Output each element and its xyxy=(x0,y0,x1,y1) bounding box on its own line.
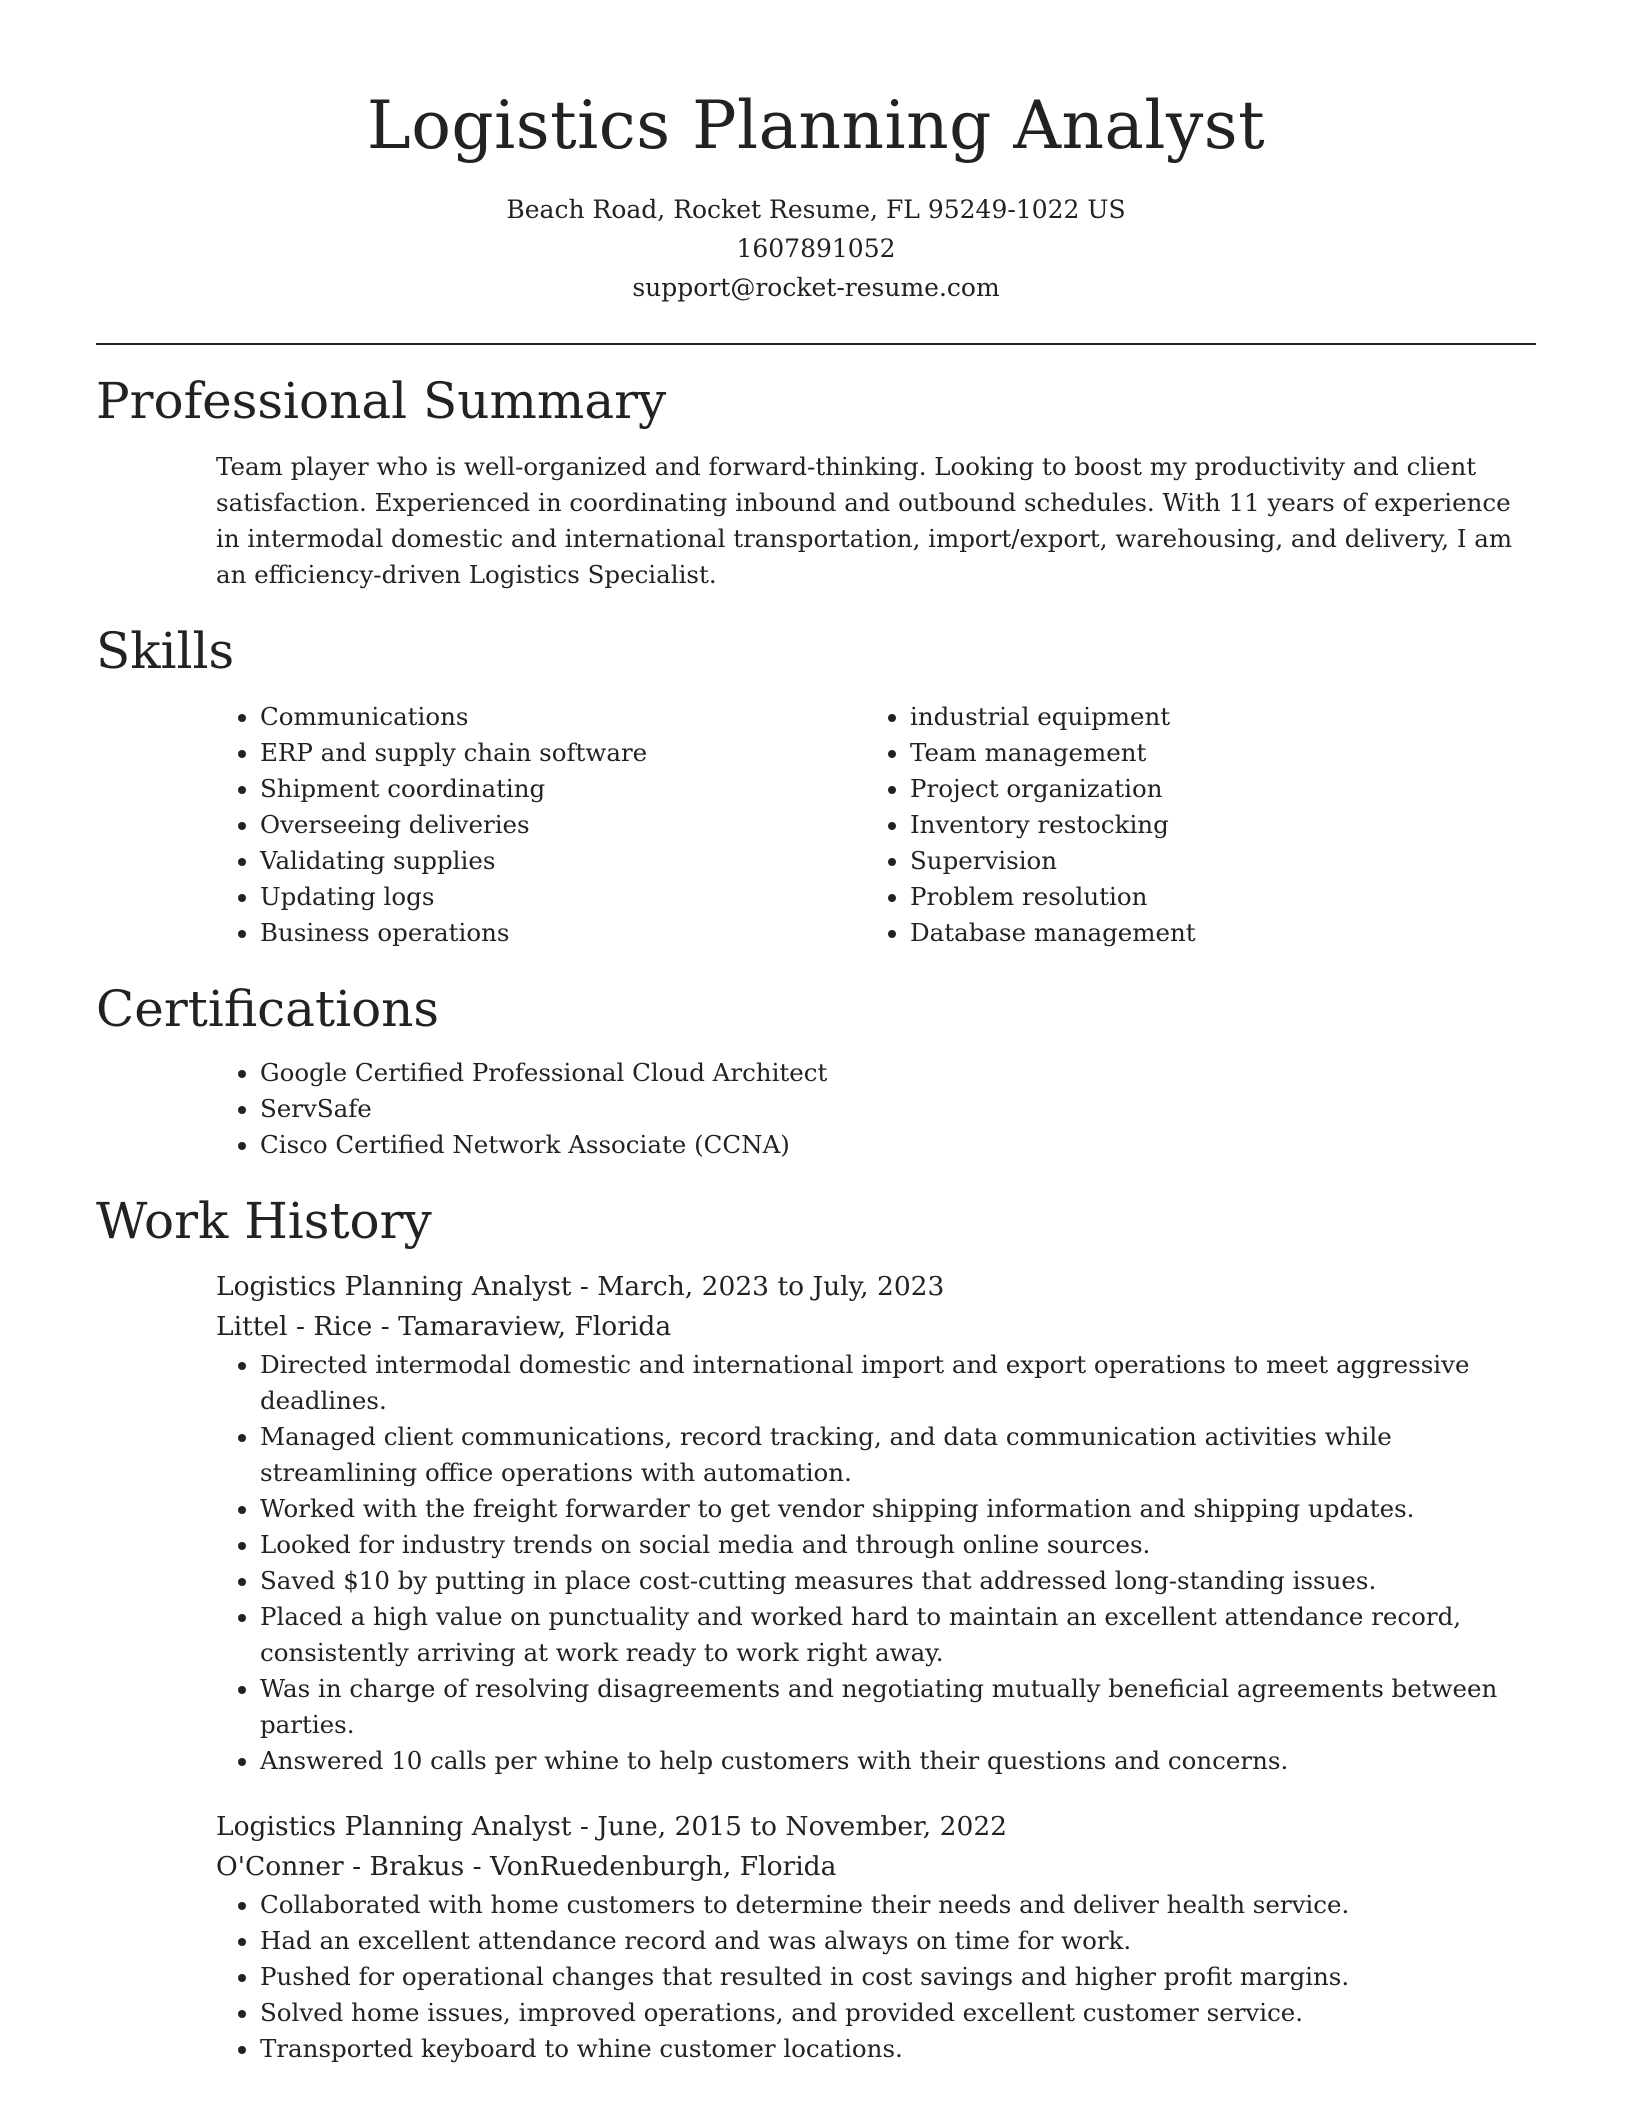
candidate-name: Logistics Planning Analyst xyxy=(366,87,1266,164)
job-bullet: • Was in charge of resolving disagreements and negotiating mutually beneficial agreements between parties. xyxy=(260,1671,1536,1743)
job-bullet: • Looked for industry trends on social media and through online sources. xyxy=(260,1527,1536,1563)
skill-item: • Inventory restocking xyxy=(910,807,1516,843)
section-title-skills: Skills xyxy=(96,622,235,680)
job-company-line: O'Conner - Brakus - VonRuedenburgh, Florida xyxy=(216,1851,837,1882)
job-bullet: • Placed a high value on punctuality and worked hard to maintain an excellent attendance record, consistently arriving at work ready to work right away. xyxy=(260,1599,1536,1671)
certification-item: • Cisco Certified Network Associate (CCNA) xyxy=(260,1127,1536,1163)
job-bullet: • Managed client communications, record tracking, and data communication activities while streamlining office operations with automation. xyxy=(260,1419,1536,1491)
job-bullet: • Saved $10 by putting in place cost-cutting measures that addressed long-standing issues. xyxy=(260,1563,1536,1599)
section-title-certifications: Certifications xyxy=(96,980,440,1038)
skill-item: • industrial equipment xyxy=(910,699,1516,735)
contact-phone: 1607891052 xyxy=(736,234,896,263)
job-bullet: • Had an excellent attendance record and was always on time for work. xyxy=(260,1923,1536,1959)
skill-item: • Project organization xyxy=(910,771,1516,807)
contact-address: Beach Road, Rocket Resume, FL 95249-1022 US xyxy=(506,195,1126,224)
skills-column-left xyxy=(216,699,866,951)
job-bullet: • Transported keyboard to whine customer locations. xyxy=(260,2031,1536,2067)
skill-item: • Team management xyxy=(910,735,1516,771)
section-title-summary: Professional Summary xyxy=(96,372,667,430)
skills-list xyxy=(216,699,1536,951)
job-bullet: • Pushed for operational changes that resulted in cost savings and higher profit margins. xyxy=(260,1959,1536,1995)
job-bullet: • Solved home issues, improved operations, and provided excellent customer service. xyxy=(260,1995,1536,2031)
contact-email: support@rocket-resume.com xyxy=(632,273,1000,302)
job-title-line: Logistics Planning Analyst - March, 2023 to July, 2023 xyxy=(216,1271,945,1302)
job-title-line: Logistics Planning Analyst - June, 2015 to November, 2022 xyxy=(216,1811,1008,1842)
job-bullet: • Answered 10 calls per whine to help customers with their questions and concerns. xyxy=(260,1743,1536,1779)
skill-item: • Business operations xyxy=(260,915,866,951)
skill-item: • Updating logs xyxy=(260,879,866,915)
skill-item: • ERP and supply chain software xyxy=(260,735,866,771)
summary-text: Team player who is well-organized and forward-thinking. Looking to boost my productivity and client satisfaction. Experienced in coordinating inbound and outbound schedules. With 11 years of experience in intermodal domestic and international transportation, import/export, warehousing, and delivery, I am an efficiency-driven Logistics Specialist. xyxy=(216,452,1513,589)
skill-item: • Validating supplies xyxy=(260,843,866,879)
job-company-line: Littel - Rice - Tamaraview, Florida xyxy=(216,1311,672,1342)
skill-item: • Shipment coordinating xyxy=(260,771,866,807)
resume-page xyxy=(96,0,1536,2067)
resume-header xyxy=(96,0,1536,307)
section-title-work-history: Work History xyxy=(96,1192,432,1250)
contact-block xyxy=(96,190,1536,307)
skills-column-right xyxy=(866,699,1516,951)
certification-item: • ServSafe xyxy=(260,1091,1536,1127)
skill-item: • Communications xyxy=(260,699,866,735)
job-entry xyxy=(216,1267,1536,1779)
header-divider xyxy=(96,343,1536,345)
certifications-list xyxy=(216,1055,1536,1163)
job-bullets xyxy=(216,1887,1536,2067)
job-entry xyxy=(216,1807,1536,2067)
skill-item: • Problem resolution xyxy=(910,879,1516,915)
skill-item: • Database management xyxy=(910,915,1516,951)
skill-item: • Overseeing deliveries xyxy=(260,807,866,843)
certification-item: • Google Certified Professional Cloud Architect xyxy=(260,1055,1536,1091)
job-bullets xyxy=(216,1347,1536,1779)
job-bullet: • Worked with the freight forwarder to get vendor shipping information and shipping updates. xyxy=(260,1491,1536,1527)
skill-item: • Supervision xyxy=(910,843,1516,879)
job-bullet: • Directed intermodal domestic and international import and export operations to meet aggressive deadlines. xyxy=(260,1347,1536,1419)
job-bullet: • Collaborated with home customers to determine their needs and deliver health service. xyxy=(260,1887,1536,1923)
